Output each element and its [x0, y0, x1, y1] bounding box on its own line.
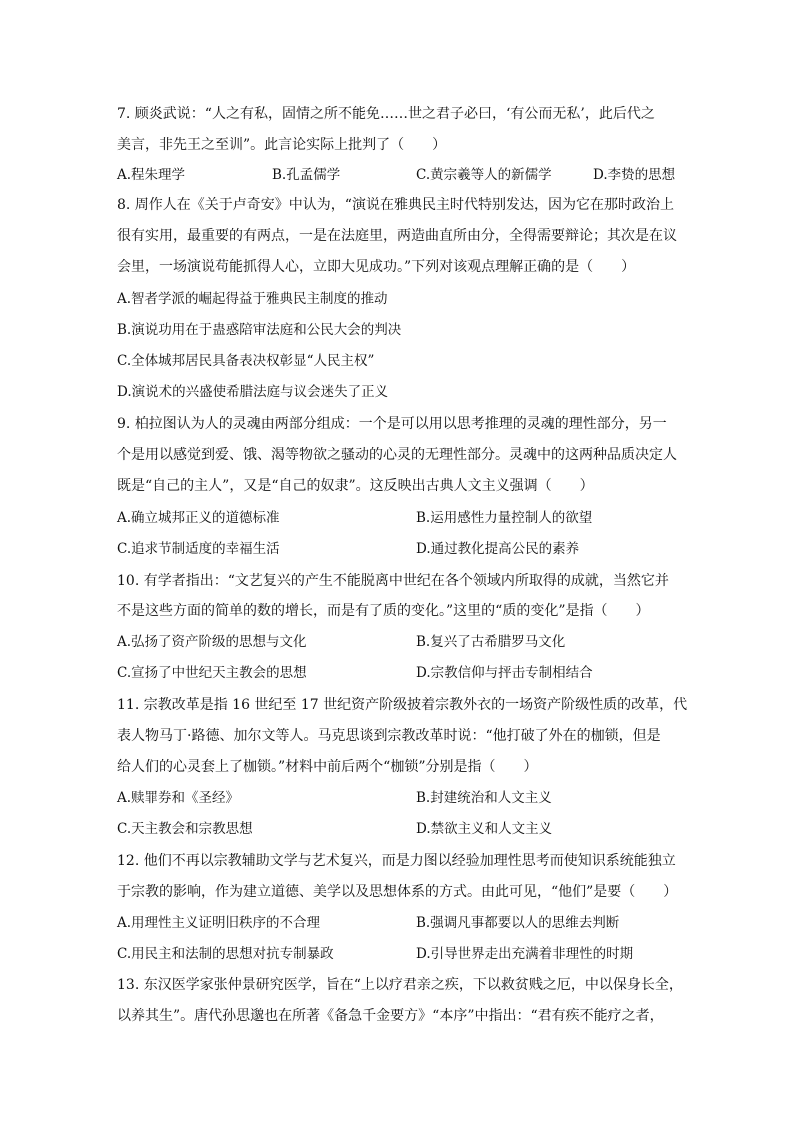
q8-stem-line-1: 8. 周作人在《关于卢奇安》中认为，“演说在雅典民主时代特别发达，因为它在那时政治上	[117, 197, 674, 213]
q8-stem-line-2: 很有实用，最重要的有两点，一是在法庭里，两造曲直所由分，全得需要辩论；其次是在议	[117, 228, 677, 244]
q13-stem-line-2: 以养其生”。唐代孙思邈也在所著《备急千金要方》“本序”中指出：“君有疾不能疗之者，	[117, 1008, 664, 1024]
q9-stem-line-3: 既是“自己的主人”，又是“自己的奴隶”。这反映出古典人文主义强调（ ）	[117, 478, 594, 494]
q9-stem-line-2: 个是用以感觉到爱、饿、渴等物欲之骚动的心灵的无理性部分。灵魂中的这两种品质决定人	[117, 447, 677, 463]
q8-option-d: D.演说术的兴盛使希腊法庭与议会迷失了正义	[117, 384, 389, 400]
q12-stem-line-2: 于宗教的影响，作为建立道德、美学以及思想体系的方式。由此可见，“他们”是要（ ）	[117, 884, 678, 900]
q12-option-d: D.引导世界走出充满着非理性的时期	[416, 946, 634, 962]
q8-stem-line-3: 会里，一场演说苟能抓得人心，立即大见成功。”下列对该观点理解正确的是（ ）	[117, 259, 636, 275]
q8-option-b: B.演说功用在于蛊惑陪审法庭和公民大会的判决	[117, 322, 402, 338]
q7-option-c: C.黄宗羲等人的新儒学	[416, 167, 552, 183]
q7-option-d: D.李贽的思想	[593, 167, 676, 183]
q11-stem-line-3: 给人们的心灵套上了枷锁。”材料中前后两个“枷锁”分别是指（ ）	[117, 759, 538, 775]
q8-option-c: C.全体城邦居民具备表决权彰显“人民主权”	[117, 353, 375, 369]
q7-option-a: A.程朱理学	[117, 167, 186, 183]
q8-option-a: A.智者学派的崛起得益于雅典民主制度的推动	[117, 291, 388, 307]
q7-stem-line-2: 美言，非先王之至训”。此言论实际上批判了（ ）	[117, 137, 447, 153]
q10-option-d: D.宗教信仰与抨击专制相结合	[416, 665, 593, 681]
q11-option-b: B.封建统治和人文主义	[416, 790, 552, 806]
q9-option-a: A.确立城邦正义的道德标准	[117, 510, 280, 526]
q9-option-b: B.运用感性力量控制人的欲望	[416, 510, 593, 526]
q12-option-b: B.强调凡事都要以人的思维去判断	[416, 915, 620, 931]
q10-option-c: C.宣扬了中世纪天主教会的思想	[117, 665, 307, 681]
q9-option-c: C.追求节制适度的幸福生活	[117, 541, 280, 557]
q7-stem-line-1: 7. 顾炎武说：“人之有私，固情之所不能免……世之君子必曰，‘有公而无私’，此后代之	[117, 106, 655, 122]
q10-stem-line-2: 不是这些方面的简单的数的增长，而是有了质的变化。”这里的“质的变化”是指（ ）	[117, 603, 650, 619]
q12-option-c: C.用民主和法制的思想对抗专制暴政	[117, 946, 334, 962]
q9-option-d: D.通过教化提高公民的素养	[416, 541, 580, 557]
q12-option-a: A.用理性主义证明旧秩序的不合理	[117, 915, 321, 931]
q13-stem-line-1: 13. 东汉医学家张仲景研究医学，旨在“上以疗君亲之疾，下以救贫贱之厄，中以保身长全，	[117, 977, 683, 993]
q7-option-b: B.孔孟儒学	[272, 167, 341, 183]
q10-option-a: A.弘扬了资产阶级的思想与文化	[117, 634, 307, 650]
q11-option-d: D.禁欲主义和人文主义	[416, 821, 553, 837]
q12-stem-line-1: 12. 他们不再以宗教辅助文学与艺术复兴，而是力图以经验加理性思考而使知识系统能独立	[117, 853, 676, 869]
q11-stem-line-2: 表人物马丁·路德、加尔文等人。马克思谈到宗教改革时说：“他打破了外在的枷锁，但是	[117, 728, 661, 744]
q9-stem-line-1: 9. 柏拉图认为人的灵魂由两部分组成：一个是可以用以思考推理的灵魂的理性部分，另一	[117, 416, 667, 432]
q10-stem-line-1: 10. 有学者指出：“文艺复兴的产生不能脱离中世纪在各个领域内所取得的成就，当然它并	[117, 573, 669, 589]
q11-option-a: A.赎罪券和《圣经》	[117, 790, 240, 806]
q11-stem-line-1: 11. 宗教改革是指 16 世纪至 17 世纪资产阶级披着宗教外衣的一场资产阶级性质的改革，代	[117, 697, 688, 713]
q11-option-c: C.天主教会和宗教思想	[117, 821, 253, 837]
q10-option-b: B.复兴了古希腊罗马文化	[416, 634, 566, 650]
